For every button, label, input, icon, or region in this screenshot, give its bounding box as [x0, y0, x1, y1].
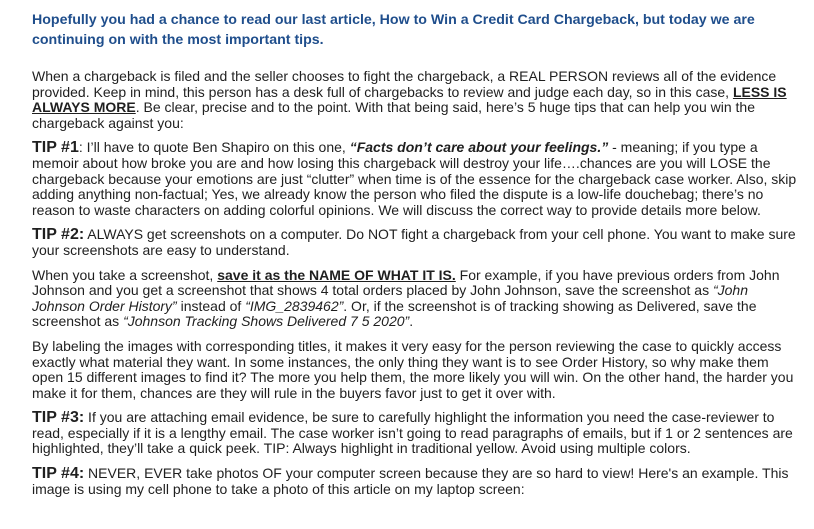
tip-3-text: If you are attaching email evidence, be sure to carefully highlight the information you need the case-reviewer to read, especially if it is a lengthy email. The case worker isn’t going to read paragraphs of emails, but if 1 or 2 sentences are highlighted, they’ll take a quick peek. TIP: Always highlight in traditional yellow. Avoid using multiple colors.	[32, 409, 793, 457]
tip-2-text: ALWAYS get screenshots on a computer. Do NOT fight a chargeback from your cell phone. You want to make sure your screenshots are easy to understand.	[32, 226, 796, 258]
tip-2-label: TIP #2:	[32, 226, 85, 244]
ss-text-3: instead of	[176, 297, 246, 314]
ss-italic-1: “John Johnson Order History”	[32, 282, 749, 314]
tip-4-label: TIP #4:	[32, 465, 85, 483]
ss-text-2: For example, if you have previous orders from John Johnson and you get a screenshot that shows 4 total orders placed by John Johnson, save the screenshot as	[32, 266, 780, 299]
tip-1-text-a: : I’ll have to quote Ben Shapiro on this one,	[78, 139, 350, 156]
tip-3	[32, 410, 800, 457]
p1-emphasis: LESS IS ALWAYS MORE	[32, 83, 787, 116]
p1-text-before: When a chargeback is filed and the seller chooses to fight the chargeback, a REAL PERSON reviews all of the evidence provided. Keep in mind, this person has a desk full of chargebacks to review and judge each day, so in this case,	[32, 68, 777, 100]
tip-1-text-b: - meaning; if you type a memoir about how broke you are and how losing this chargeback will destroy your life….chances are you will LOSE the chargeback because your emotions are just “clutter” when time is of the essence for the chargeback case worker. Also, skip adding anything non-factual; Yes, we already know the person who filed the dispute is a low-life douchebag; there’s no reason to waste characters on adding colorful opinions. We will discuss the correct way to provide details more below.	[32, 139, 797, 218]
ss-italic-3: “Johnson Tracking Shows Delivered 7 5 2020”	[123, 313, 410, 330]
tip-3-label: TIP #3:	[32, 409, 85, 427]
ss-text-1: When you take a screenshot,	[32, 266, 218, 283]
tip-1-label: TIP #1	[32, 139, 79, 157]
ss-text-5: .	[409, 313, 414, 330]
screenshot-paragraph	[32, 268, 800, 330]
intro-heading: Hopefully you had a chance to read our last article, How to Win a Credit Card Chargeback, but today we are continuing on with the most important tips.	[32, 12, 755, 48]
ss-emphasis: save it as the NAME OF WHAT IT IS.	[217, 266, 456, 283]
tip-4-text: NEVER, EVER take photos OF your computer screen because they are so hard to view! Here's an example. This image is using my cell phone to take a photo of this article on my laptop screen:	[32, 465, 789, 497]
p1-text-after: . Be clear, precise and to the point. With that being said, here’s 5 huge tips that can help you win the chargeback against you:	[32, 99, 755, 131]
tip-4	[32, 466, 800, 497]
ss-italic-2: “IMG_2839462”	[245, 297, 344, 314]
tip-1-quote: “Facts don’t care about your feelings.”	[349, 139, 609, 156]
intro-paragraph	[32, 69, 800, 131]
tip-2	[32, 227, 800, 258]
ss-text-4: . Or, if the screenshot is of tracking showing as Delivered, save the screenshot as	[32, 297, 757, 330]
tip-1	[32, 140, 800, 218]
labeling-paragraph: By labeling the images with corresponding titles, it makes it very easy for the person reviewing the case to quickly access exactly what material they want. In some instances, the only thing they want is to see Order History, so why make them open 15 different images to find it? The more you help them, the more likely you will win. On the other hand, the harder you make it for them, chances are they will rule in the buyers favor just to get it over with.	[32, 337, 794, 401]
